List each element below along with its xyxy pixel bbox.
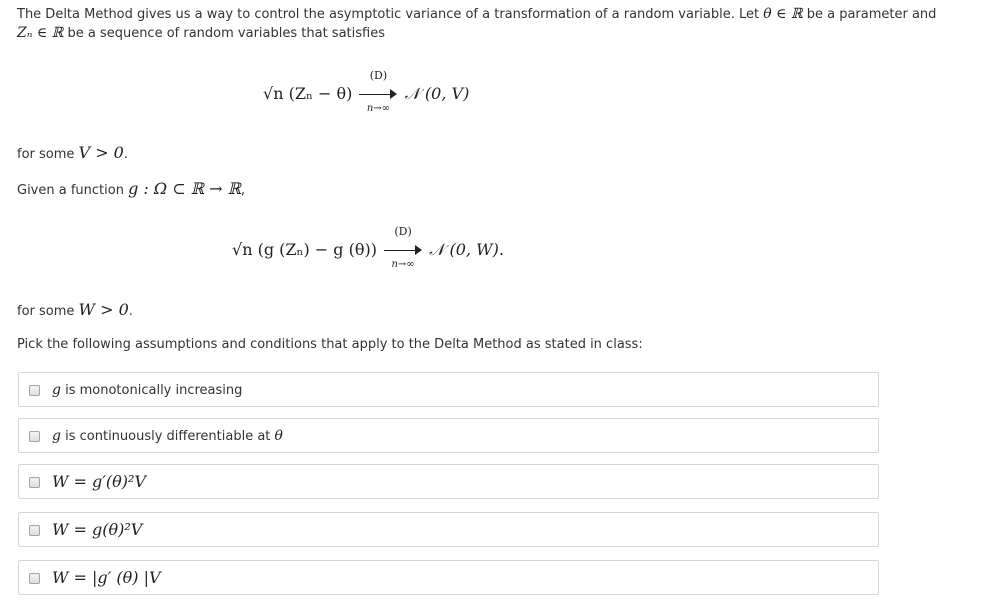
checkbox[interactable] — [29, 477, 40, 488]
eq1-rhs: 𝒩 (0, V) — [404, 84, 470, 103]
option-monotonic[interactable] — [18, 372, 879, 407]
eq2-rhs: 𝒩 (0, W) — [429, 240, 499, 259]
given-function-text: Given a function — [17, 183, 124, 198]
g-symbol: g — [52, 428, 61, 444]
option-abs-derivative[interactable] — [18, 560, 879, 595]
condition-w-text: for some — [17, 304, 75, 319]
convergence-arrow — [384, 224, 422, 270]
option-formula: W = |g′ (θ) |V — [52, 568, 161, 587]
given-function — [17, 179, 245, 200]
option-formula: W = g(θ)²V — [52, 520, 143, 539]
period: . — [128, 304, 133, 319]
eq1-lhs: √n (Zₙ − θ) — [263, 84, 353, 103]
intro-text-2: be a sequence of random variables that satisfies — [67, 26, 385, 41]
condition-w — [17, 300, 133, 321]
period: . — [123, 147, 128, 162]
convergence-arrow — [359, 68, 397, 114]
condition-v — [17, 143, 128, 164]
option-derivative-squared[interactable] — [18, 464, 879, 499]
theta-symbol: θ — [274, 428, 283, 444]
function-definition: g : Ω ⊂ ℝ → ℝ — [128, 179, 241, 198]
checkbox[interactable] — [29, 573, 40, 584]
option-text: is continuously differentiable at — [65, 429, 271, 444]
intro-text-end: be a parameter and — [806, 7, 937, 22]
arrow-label-top: (D) — [394, 224, 412, 238]
checkbox[interactable] — [29, 431, 40, 442]
option-function-squared[interactable] — [18, 512, 879, 547]
option-label — [52, 381, 242, 400]
comma: , — [240, 183, 246, 198]
option-differentiable[interactable] — [18, 418, 879, 453]
equation-convergence-zn — [263, 68, 470, 114]
option-formula: W = g′(θ)²V — [52, 472, 146, 491]
zn-in-reals: Zₙ ∈ ℝ — [17, 25, 64, 41]
eq2-lhs: √n (g (Zₙ) − g (θ)) — [232, 240, 377, 259]
condition-v-text: for some — [17, 147, 75, 162]
question-prompt: Pick the following assumptions and conditions that apply to the Delta Method as stated in class: — [17, 337, 643, 352]
period: . — [498, 240, 504, 259]
arrow-label-bottom: n→∞ — [366, 102, 390, 114]
option-label — [52, 427, 283, 446]
checkbox[interactable] — [29, 385, 40, 396]
intro-line-2 — [17, 24, 385, 43]
intro-text: The Delta Method gives us a way to control the asymptotic variance of a transformation of a random variable. Let — [17, 7, 760, 22]
equation-convergence-g — [232, 224, 504, 270]
theta-in-reals: θ ∈ ℝ — [763, 6, 803, 22]
condition-v-math: V > 0 — [78, 143, 124, 162]
option-text: is monotonically increasing — [65, 383, 243, 398]
condition-w-math: W > 0 — [78, 300, 129, 319]
arrow-label-bottom: n→∞ — [391, 258, 415, 270]
g-symbol: g — [52, 382, 61, 398]
checkbox[interactable] — [29, 525, 40, 536]
arrow-label-top: (D) — [369, 68, 388, 82]
intro-line-1 — [17, 5, 936, 24]
